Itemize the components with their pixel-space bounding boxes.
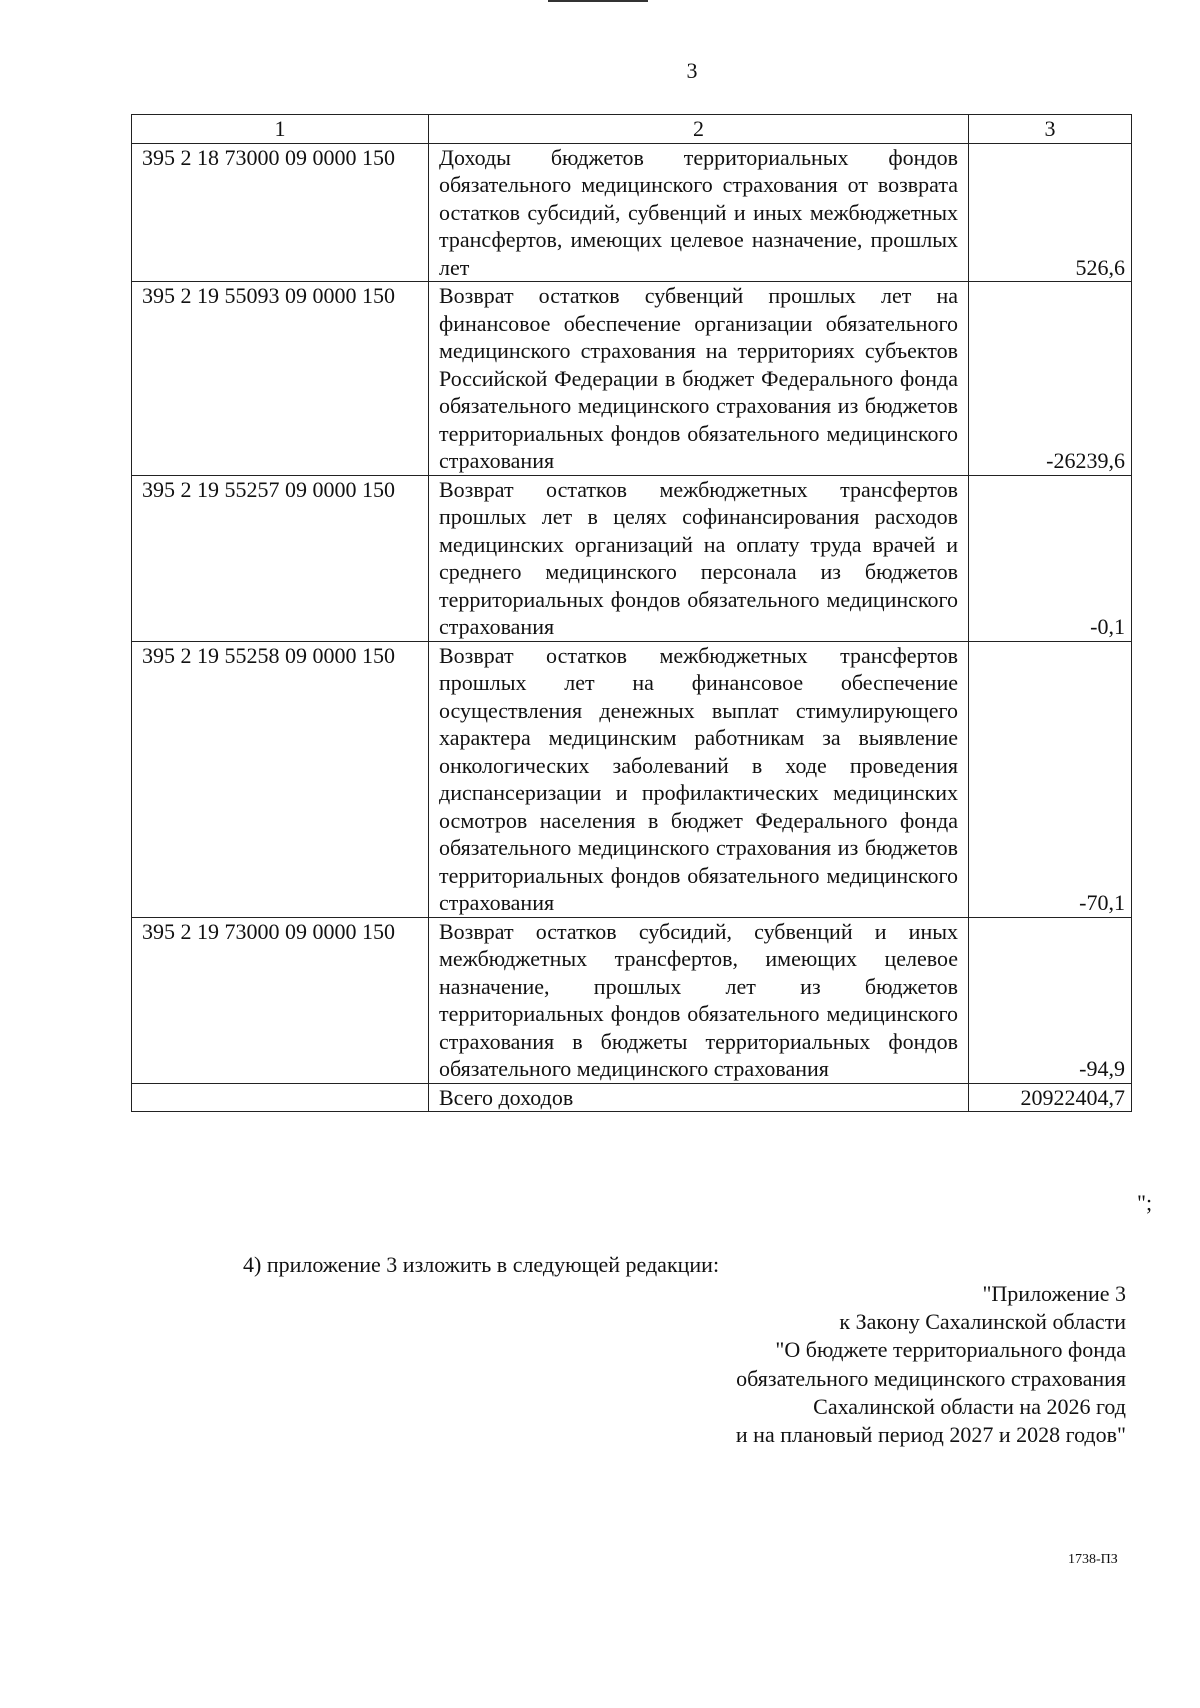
appendix-line: и на плановый период 2027 и 2028 годов" <box>735 1422 1126 1448</box>
table-row <box>132 917 1132 1083</box>
amendment-instruction: 4) приложение 3 изложить в следующей редакции: <box>243 1252 720 1277</box>
row-amount: -94,9 <box>969 917 1132 1083</box>
appendix-line: к Закону Сахалинской области <box>839 1309 1126 1335</box>
table-total-row <box>132 1083 1132 1112</box>
closing-quote-mark: "; <box>1137 1190 1153 1215</box>
appendix-line: обязательного медицинского страхования <box>736 1365 1126 1391</box>
row-code: 395 2 19 55093 09 0000 150 <box>132 282 429 476</box>
appendix-line: Сахалинской области на 2026 год <box>813 1393 1126 1419</box>
appendix-line: "Приложение 3 <box>982 1281 1126 1306</box>
row-description: Доходы бюджетов территориальных фондов обязательного медицинского страхования от возврата остатков субсидий, субвенций и иных межбюджетных трансфертов, имеющих целевое назначение, прошлых лет <box>429 143 969 282</box>
row-description: Возврат остатков межбюджетных трансфертов прошлых лет на финансовое обеспечение осуществления денежных выплат стимулирующего характера медицинским работникам за выявление онкологических заболеваний в ходе проведения диспансеризации и профилактических медицинских осмотров населения в бюджет Федерального фонда обязательного медицинского страхования из бюджетов территориальных фондов обязательного медицинского страхования <box>429 641 969 917</box>
row-code: 395 2 19 73000 09 0000 150 <box>132 917 429 1083</box>
row-amount: -0,1 <box>969 475 1132 641</box>
row-code: 395 2 19 55257 09 0000 150 <box>132 475 429 641</box>
total-code <box>132 1083 429 1112</box>
total-amount: 20922404,7 <box>969 1083 1132 1112</box>
table-row <box>132 641 1132 917</box>
row-amount: 526,6 <box>969 143 1132 282</box>
row-code: 395 2 19 55258 09 0000 150 <box>132 641 429 917</box>
header-col-2: 2 <box>429 115 969 144</box>
total-label: Всего доходов <box>429 1083 969 1112</box>
document-id: 1738-ПЗ <box>1068 1552 1118 1567</box>
appendix-header <box>736 1280 1126 1449</box>
header-col-3: 3 <box>969 115 1132 144</box>
revenue-table <box>131 114 1132 1112</box>
table-row <box>132 282 1132 476</box>
appendix-line: "О бюджете территориального фонда <box>775 1337 1126 1363</box>
header-col-1: 1 <box>132 115 429 144</box>
top-edge-line <box>548 0 648 2</box>
page-number-text: 3 <box>686 58 698 83</box>
table-header-row <box>132 115 1132 144</box>
row-amount: -26239,6 <box>969 282 1132 476</box>
row-description: Возврат остатков субвенций прошлых лет на финансовое обеспечение организации обязательного медицинского страхования на территориях субъектов Российской Федерации в бюджет Федерального фонда обязательного медицинского страхования из бюджетов территориальных фондов обязательного медицинского страхования <box>429 282 969 476</box>
table-row <box>132 143 1132 282</box>
row-code: 395 2 18 73000 09 0000 150 <box>132 143 429 282</box>
row-description: Возврат остатков межбюджетных трансфертов прошлых лет в целях софинансирования расходов медицинских организаций на оплату труда врачей и среднего медицинского персонала из бюджетов территориальных фондов обязательного медицинского страхования <box>429 475 969 641</box>
row-description: Возврат остатков субсидий, субвенций и иных межбюджетных трансфертов, имеющих целевое назначение, прошлых лет из бюджетов территориальных фондов обязательного медицинского страхования в бюджеты территориальных фондов обязательного медицинского страхования <box>429 917 969 1083</box>
page-number <box>0 58 1200 84</box>
table-row <box>132 475 1132 641</box>
row-amount: -70,1 <box>969 641 1132 917</box>
